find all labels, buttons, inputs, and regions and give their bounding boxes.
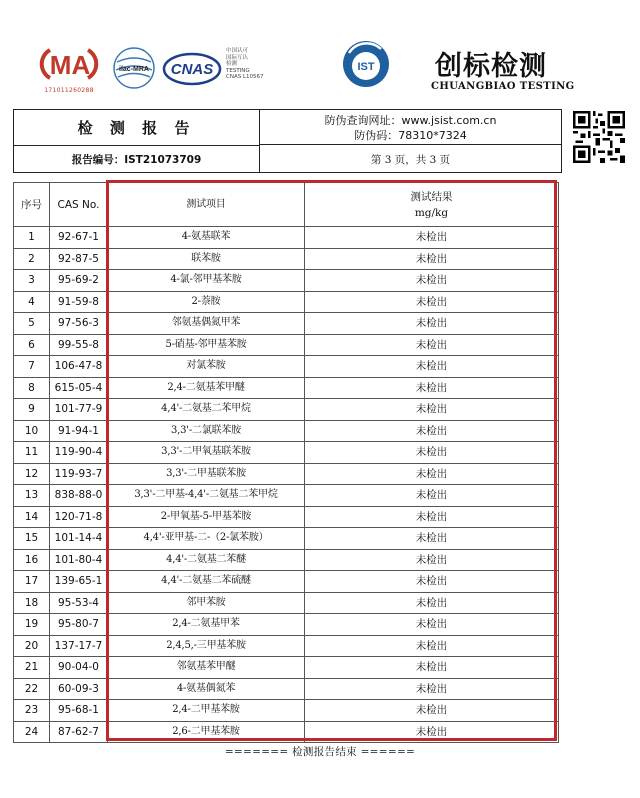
cell-item: 3,3'-二甲基-4,4'-二氨基二苯甲烷 bbox=[108, 485, 305, 507]
table-row bbox=[14, 657, 559, 679]
cell-seq: 7 bbox=[14, 356, 50, 378]
table-row bbox=[14, 549, 559, 571]
cell-result: 未检出 bbox=[305, 399, 559, 421]
brand-name-english: CHUANGBIAO TESTING bbox=[431, 81, 575, 92]
table-row bbox=[14, 313, 559, 335]
cell-cas: 90-04-0 bbox=[50, 657, 108, 679]
header-test-result: 测试结果 mg/kg bbox=[305, 183, 559, 227]
cell-result: 未检出 bbox=[305, 227, 559, 249]
cell-item: 4-氨基联苯 bbox=[108, 227, 305, 249]
cell-result: 未检出 bbox=[305, 721, 559, 743]
cell-seq: 23 bbox=[14, 700, 50, 722]
cell-seq: 1 bbox=[14, 227, 50, 249]
header-seq: 序号 bbox=[14, 183, 50, 227]
cell-seq: 17 bbox=[14, 571, 50, 593]
report-title: 检 测 报 告 bbox=[14, 110, 260, 146]
table-row bbox=[14, 506, 559, 528]
svg-text:MA: MA bbox=[49, 50, 91, 80]
table-row bbox=[14, 442, 559, 464]
cell-item: 邻氨基苯甲醚 bbox=[108, 657, 305, 679]
cma-mark-icon bbox=[36, 47, 102, 81]
cell-result: 未检出 bbox=[305, 635, 559, 657]
cell-cas: 95-69-2 bbox=[50, 270, 108, 292]
cell-cas: 120-71-8 bbox=[50, 506, 108, 528]
table-row bbox=[14, 592, 559, 614]
cell-seq: 15 bbox=[14, 528, 50, 550]
cell-item: 4,4'-二氨基二苯硫醚 bbox=[108, 571, 305, 593]
cell-result: 未检出 bbox=[305, 334, 559, 356]
cell-seq: 11 bbox=[14, 442, 50, 464]
cell-cas: 101-14-4 bbox=[50, 528, 108, 550]
cell-result: 未检出 bbox=[305, 377, 559, 399]
cell-cas: 91-59-8 bbox=[50, 291, 108, 313]
cell-item: 邻甲苯胺 bbox=[108, 592, 305, 614]
svg-text:CNAS: CNAS bbox=[170, 61, 214, 78]
cell-result: 未检出 bbox=[305, 420, 559, 442]
cell-item: 4,4'-亚甲基-二-（2-氯苯胺） bbox=[108, 528, 305, 550]
cell-cas: 60-09-3 bbox=[50, 678, 108, 700]
cell-seq: 2 bbox=[14, 248, 50, 270]
cell-item: 4-氯-邻甲基苯胺 bbox=[108, 270, 305, 292]
cell-item: 2,4-二甲基苯胺 bbox=[108, 700, 305, 722]
cell-seq: 12 bbox=[14, 463, 50, 485]
table-row bbox=[14, 614, 559, 636]
header-cas: CAS No. bbox=[50, 183, 108, 227]
cell-item: 4,4'-二氨基二苯甲烷 bbox=[108, 399, 305, 421]
cell-seq: 8 bbox=[14, 377, 50, 399]
cell-result: 未检出 bbox=[305, 356, 559, 378]
cell-cas: 92-67-1 bbox=[50, 227, 108, 249]
cell-seq: 9 bbox=[14, 399, 50, 421]
cell-cas: 106-47-8 bbox=[50, 356, 108, 378]
report-info-box bbox=[13, 109, 562, 173]
table-row bbox=[14, 270, 559, 292]
cell-result: 未检出 bbox=[305, 485, 559, 507]
ilac-mra-logo bbox=[112, 46, 156, 90]
cell-item: 5-硝基-邻甲基苯胺 bbox=[108, 334, 305, 356]
ist-logo bbox=[341, 39, 391, 89]
cell-seq: 5 bbox=[14, 313, 50, 335]
cell-cas: 91-94-1 bbox=[50, 420, 108, 442]
cell-item: 2,4,5,-三甲基苯胺 bbox=[108, 635, 305, 657]
cell-item: 3,3'-二甲氧基联苯胺 bbox=[108, 442, 305, 464]
cnas-logo bbox=[162, 52, 222, 86]
cell-seq: 14 bbox=[14, 506, 50, 528]
cell-cas: 87-62-7 bbox=[50, 721, 108, 743]
cell-seq: 3 bbox=[14, 270, 50, 292]
cell-item: 2,4-二氨基苯甲醚 bbox=[108, 377, 305, 399]
cell-cas: 99-55-8 bbox=[50, 334, 108, 356]
cell-result: 未检出 bbox=[305, 678, 559, 700]
table-row bbox=[14, 635, 559, 657]
header-logos bbox=[0, 0, 640, 104]
table-row bbox=[14, 248, 559, 270]
cell-cas: 95-53-4 bbox=[50, 592, 108, 614]
cell-seq: 10 bbox=[14, 420, 50, 442]
table-header-row bbox=[14, 183, 559, 227]
cell-cas: 119-90-4 bbox=[50, 442, 108, 464]
table-row bbox=[14, 485, 559, 507]
cell-result: 未检出 bbox=[305, 549, 559, 571]
cell-cas: 615-05-4 bbox=[50, 377, 108, 399]
cma-logo bbox=[36, 47, 102, 94]
table-row bbox=[14, 721, 559, 743]
cell-cas: 139-65-1 bbox=[50, 571, 108, 593]
cell-item: 邻氨基偶氮甲苯 bbox=[108, 313, 305, 335]
cnas-accreditation-note: 中国认可 国际互认 检测 TESTING CNAS L10567 bbox=[226, 48, 264, 81]
cell-seq: 6 bbox=[14, 334, 50, 356]
cell-seq: 24 bbox=[14, 721, 50, 743]
cell-item: 4-氨基偶氮苯 bbox=[108, 678, 305, 700]
cell-cas: 95-80-7 bbox=[50, 614, 108, 636]
cell-result: 未检出 bbox=[305, 571, 559, 593]
cell-result: 未检出 bbox=[305, 270, 559, 292]
cell-item: 联苯胺 bbox=[108, 248, 305, 270]
cell-item: 3,3'-二氯联苯胺 bbox=[108, 420, 305, 442]
cell-result: 未检出 bbox=[305, 657, 559, 679]
anti-counterfeit-info bbox=[260, 110, 561, 145]
cell-seq: 4 bbox=[14, 291, 50, 313]
table-row bbox=[14, 571, 559, 593]
cell-cas: 101-80-4 bbox=[50, 549, 108, 571]
cell-result: 未检出 bbox=[305, 592, 559, 614]
cell-cas: 97-56-3 bbox=[50, 313, 108, 335]
cell-result: 未检出 bbox=[305, 442, 559, 464]
table-row bbox=[14, 463, 559, 485]
qr-code-icon bbox=[573, 111, 625, 163]
brand-name-chinese: 创标检测 bbox=[435, 51, 547, 82]
cell-cas: 101-77-9 bbox=[50, 399, 108, 421]
cell-result: 未检出 bbox=[305, 528, 559, 550]
cell-item: 2-甲氧基-5-甲基苯胺 bbox=[108, 506, 305, 528]
svg-text:ilac-MRA: ilac-MRA bbox=[119, 66, 149, 73]
cell-result: 未检出 bbox=[305, 700, 559, 722]
cell-cas: 838-88-0 bbox=[50, 485, 108, 507]
verification-website: 防伪查询网址：www.jsist.com.cn bbox=[324, 114, 497, 127]
cell-cas: 92-87-5 bbox=[50, 248, 108, 270]
cell-result: 未检出 bbox=[305, 313, 559, 335]
cell-result: 未检出 bbox=[305, 248, 559, 270]
table-row bbox=[14, 420, 559, 442]
test-results-table bbox=[13, 182, 559, 743]
table-row bbox=[14, 334, 559, 356]
table-row bbox=[14, 399, 559, 421]
report-number: 报告编号：IST21073709 bbox=[14, 146, 260, 172]
cell-seq: 22 bbox=[14, 678, 50, 700]
svg-text:IST: IST bbox=[357, 61, 375, 73]
table-row bbox=[14, 678, 559, 700]
cell-result: 未检出 bbox=[305, 506, 559, 528]
cell-seq: 13 bbox=[14, 485, 50, 507]
anti-counterfeit-code: 防伪码：78310*7324 bbox=[354, 129, 467, 142]
header-test-item: 测试项目 bbox=[108, 183, 305, 227]
table-row bbox=[14, 377, 559, 399]
table-row bbox=[14, 356, 559, 378]
cell-seq: 16 bbox=[14, 549, 50, 571]
cell-seq: 18 bbox=[14, 592, 50, 614]
cell-result: 未检出 bbox=[305, 463, 559, 485]
cell-cas: 119-93-7 bbox=[50, 463, 108, 485]
page-indicator: 第 3 页，共 3 页 bbox=[370, 153, 451, 166]
table-row bbox=[14, 291, 559, 313]
cell-item: 3,3'-二甲基联苯胺 bbox=[108, 463, 305, 485]
table-row bbox=[14, 528, 559, 550]
cell-result: 未检出 bbox=[305, 614, 559, 636]
cell-item: 2-萘胺 bbox=[108, 291, 305, 313]
cell-cas: 95-68-1 bbox=[50, 700, 108, 722]
cell-item: 2,4-二氨基甲苯 bbox=[108, 614, 305, 636]
table-row bbox=[14, 700, 559, 722]
report-end-note: ======= 检测报告结束 ====== bbox=[224, 746, 416, 758]
cell-result: 未检出 bbox=[305, 291, 559, 313]
cell-cas: 137-17-7 bbox=[50, 635, 108, 657]
cell-item: 4,4'-二氨基二苯醚 bbox=[108, 549, 305, 571]
cell-item: 对氯苯胺 bbox=[108, 356, 305, 378]
table-row bbox=[14, 227, 559, 249]
cma-number: 171011260288 bbox=[44, 87, 94, 94]
cell-item: 2,6-二甲基苯胺 bbox=[108, 721, 305, 743]
cell-seq: 21 bbox=[14, 657, 50, 679]
cell-seq: 20 bbox=[14, 635, 50, 657]
cell-seq: 19 bbox=[14, 614, 50, 636]
